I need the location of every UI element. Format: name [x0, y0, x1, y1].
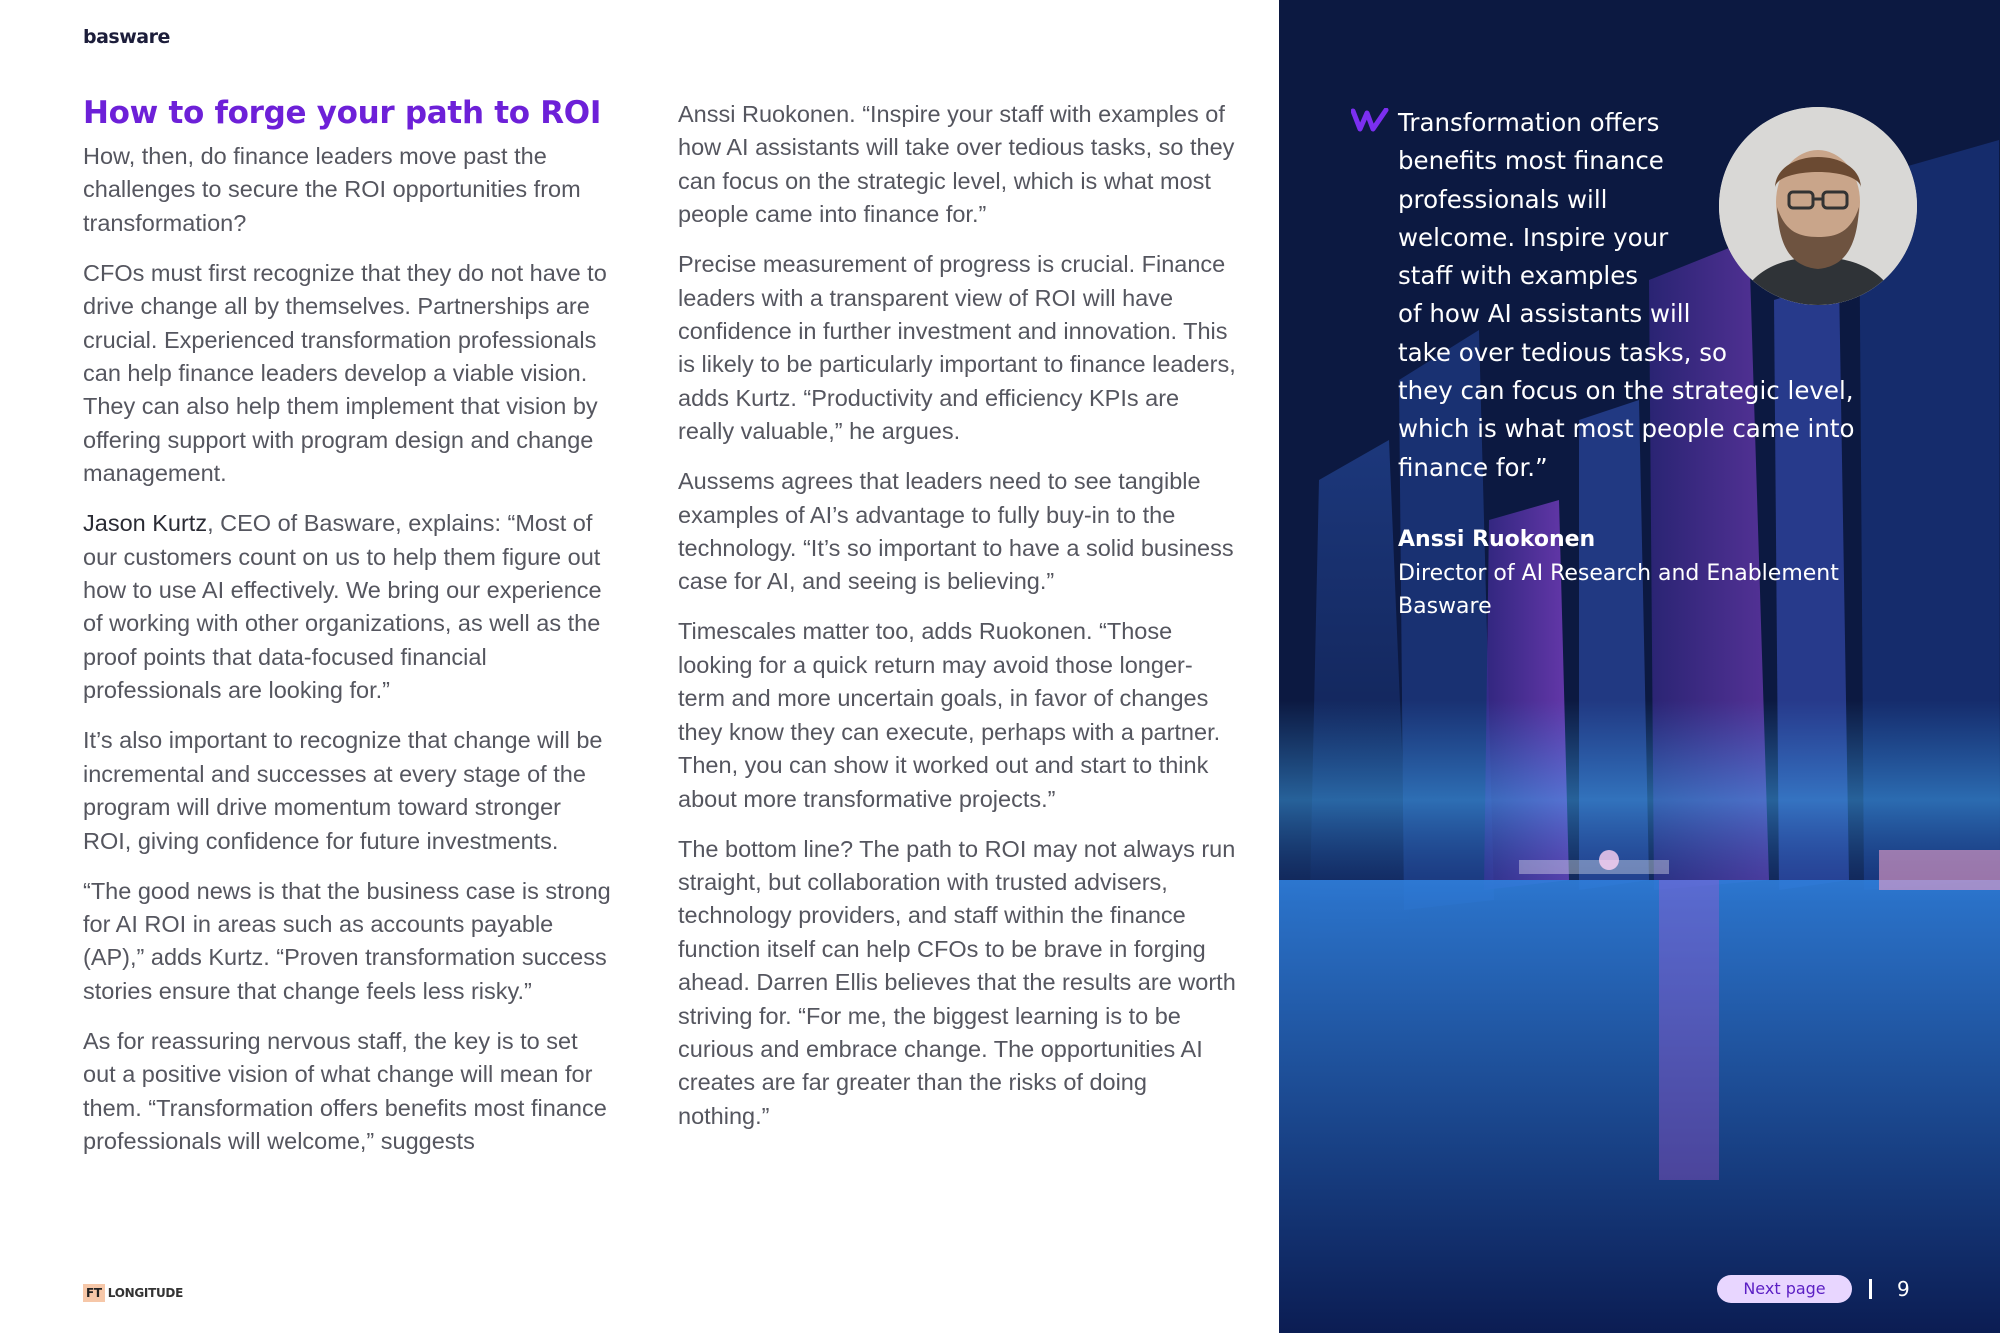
paragraph: As for reassuring nervous staff, the key is to set out a positive vision of what change will mean for them. “Transformation offers benefits most finance professionals will welcome,” suggests [83, 1027, 607, 1154]
pull-quote [1398, 104, 1898, 487]
pull-quote-line: staff with examples [1398, 261, 1639, 291]
pull-quote-line: which is what most people came into [1398, 414, 1855, 444]
quote-panel [1279, 0, 2000, 1333]
speaker-text: , CEO of Basware, explains: “Most of our customers count on us to help them figure out how to use AI effectively. We bring our experience of working with other organizations, as well as the proof points that data-focused financial professionals are looking for.” [83, 510, 602, 704]
ft-logo-box: FT [83, 1284, 105, 1302]
paragraph: How, then, do finance leaders move past the challenges to secure the ROI opportunities from transformation? [83, 143, 581, 236]
footer-divider [1869, 1279, 1872, 1299]
pull-quote-line: Transformation offers [1398, 108, 1660, 137]
speaker-name: Jason Kurtz [83, 510, 208, 537]
paragraph: “The good news is that the business case is strong for AI ROI in areas such as accounts payable (AP),” adds Kurtz. “Proven transformation success stories ensure that change feels less risky.” [83, 877, 611, 1004]
paragraph: Precise measurement of progress is crucial. Finance leaders with a transparent view of ROI will have confidence in further investment and innovation. This is likely to be particularly important to finance leaders, adds Kurtz. “Productivity and efficiency KPIs are really valuable,” he argues. [678, 251, 1236, 445]
quote-attribution-role [1398, 557, 1839, 623]
page-number: 9 [1897, 1277, 1910, 1301]
next-page-button[interactable]: Next page [1717, 1275, 1852, 1303]
page-title: How to forge your path to ROI [83, 95, 602, 131]
quote-attribution-name: Anssi Ruokonen [1398, 527, 1596, 552]
pull-quote-line: benefits most finance [1398, 146, 1664, 176]
paragraph: Anssi Ruokonen. “Inspire your staff with examples of how AI assistants will take over tedious tasks, so they can focus on the strategic level, which is what most people came into finance for.” [678, 101, 1235, 228]
quote-mark-icon [1351, 108, 1389, 132]
attribution-role-title: Director of AI Research and Enablement [1398, 561, 1839, 586]
article-column-1 [83, 92, 613, 1175]
ft-longitude-logo [83, 1283, 183, 1303]
paragraph: It’s also important to recognize that change will be incremental and successes at every stage of the program will drive momentum toward stronger ROI, giving confidence for future investments. [83, 727, 603, 854]
pull-quote-line: welcome. Inspire your [1398, 222, 1669, 252]
pull-quote-line: of how AI assistants will [1398, 299, 1691, 329]
basware-logo: basware [83, 26, 170, 48]
pull-quote-line: take over tedious tasks, so [1398, 337, 1727, 367]
paragraph: CFOs must first recognize that they do not have to drive change all by themselves. Partnerships are crucial. Experienced transformation professionals can help finance leaders develop a viable vision. They can also help them implement that vision by offering support with program design and change management. [83, 259, 607, 487]
attribution-company: Basware [1398, 594, 1492, 619]
paragraph: Timescales matter too, adds Ruokonen. “Those looking for a quick return may avoid those longer-term and more uncertain goals, in favor of changes they know they can execute, perhaps with a partner. Then, you can show it worked out and start to think about more transformative projects.” [678, 618, 1221, 812]
article-column-2 [678, 98, 1238, 1150]
pull-quote-line: they can focus on the strategic level, [1398, 376, 1854, 406]
paragraph-kurtz [83, 507, 613, 707]
paragraph: Aussems agrees that leaders need to see tangible examples of AI’s advantage to fully buy-in to the technology. “It’s so important to have a solid business case for AI, and seeing is believing.” [678, 468, 1234, 595]
ft-logo-label: LONGITUDE [107, 1286, 183, 1300]
pull-quote-line: professionals will [1398, 184, 1608, 214]
pull-quote-line: finance for.” [1398, 452, 1548, 482]
paragraph: The bottom line? The path to ROI may not always run straight, but collaboration with trusted advisers, technology providers, and staff within the finance function itself can help CFOs to be brave in forging ahead. Darren Ellis believes that the results are worth striving for. “For me, the biggest learning is to be curious and embrace change. The opportunities AI creates are far greater than the risks of doing nothing.” [678, 835, 1236, 1129]
